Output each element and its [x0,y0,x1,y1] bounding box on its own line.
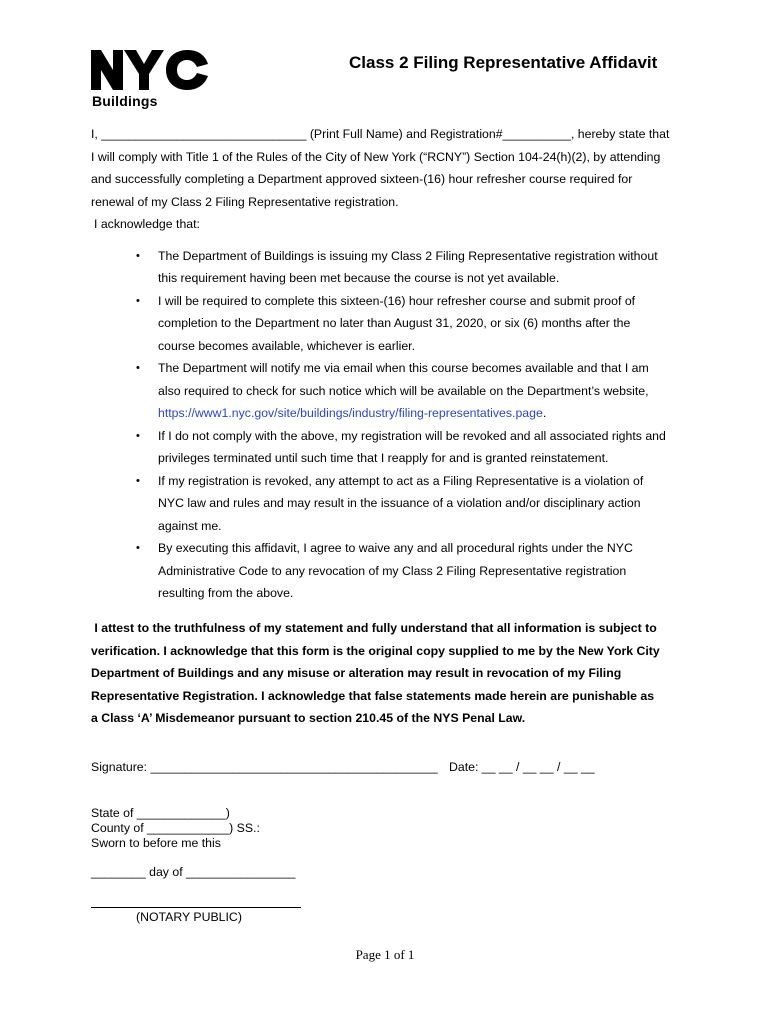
list-item-line: completion to the Department no later than August 31, 2020, or six (6) months after the [158,316,631,330]
day-of-field[interactable]: ________ day of ________________ [91,865,296,879]
list-item-line: • The Department of Buildings is issuing my Class 2 Filing Representative registration without [158,248,658,263]
list-item-line: • If my registration is revoked, any attempt to act as a Filing Representative is a violation of [158,473,644,488]
attestation-line: verification. I acknowledge that this form is the original copy supplied to me by the New York City [91,643,660,658]
list-item [91,425,691,470]
state-field[interactable]: State of _____________) [91,806,230,820]
link-suffix: . [542,406,547,420]
list-item [91,357,691,425]
list-item-line: course becomes available, whichever is earlier. [158,338,415,353]
notary-block [91,806,260,851]
intro-section [91,123,691,605]
attestation-line: a Class ‘A’ Misdemeanor pursuant to section 210.45 of the NYS Penal Law. [91,711,526,725]
list-item [91,537,691,605]
list-item [91,470,691,538]
list-item-line: resulting from the above. [158,586,294,600]
attestation-line: I attest to the truthfulness of my statement and fully understand that all information is subject to [91,621,657,635]
intro-line: I, ______________________________ (Print Full Name) and Registration#__________, hereby state that [91,127,670,141]
list-item-line: • The Department will notify me via email when this course becomes available and that I am [158,361,649,375]
page-number: Page 1 of 1 [355,947,415,962]
attestation-line: Representative Registration. I acknowledge that false statements made herein are punishable as [91,688,655,703]
signature-field[interactable]: Signature: __________________________________________ [91,760,438,774]
intro-line: and successfully completing a Department approved sixteen-(16) hour refresher course required for [91,172,633,186]
list-item-line: • If I do not comply with the above, my registration will be revoked and all associated rights and [158,428,666,443]
county-field[interactable]: County of ____________) SS.: [91,821,260,835]
list-item-line: Administrative Code to any revocation of my Class 2 Filing Representative registration [158,563,627,578]
acknowledgement-list [91,245,691,605]
website-link[interactable]: https://www1.nyc.gov/site/buildings/industry/filing-representatives.page [158,406,543,420]
list-item-line: privileges terminated until such time that I reapply for and is granted reinstatement. [158,451,609,465]
notary-signature-line[interactable] [91,907,301,908]
list-item-line: against me. [158,518,222,533]
list-item [91,290,691,358]
attestation-line: Department of Buildings and any misuse or alteration may result in revocation of my Filing [91,666,622,680]
intro-line: I will comply with Title 1 of the Rules of the City of New York (“RCNY”) Section 104-24(h)(2), by attending [91,149,661,164]
intro-line: renewal of my Class 2 Filing Representative registration. [91,194,399,209]
logo-subtext: Buildings [92,93,158,109]
attestation-section [91,617,691,730]
notary-public-label: (NOTARY PUBLIC) [136,910,242,924]
list-item-line: • I will be required to complete this sixteen-(16) hour refresher course and submit proof of [158,293,636,308]
acknowledge-heading: I acknowledge that: [94,217,200,231]
list-item-line: this requirement having been met because the course is not yet available. [158,271,560,285]
nyc-buildings-logo [91,46,215,92]
list-item-line [158,402,691,425]
sworn-text: Sworn to before me this [91,836,221,850]
list-item-line: NYC law and rules and may result in the issuance of a violation and/or disciplinary action [158,496,641,510]
list-item-line: • By executing this affidavit, I agree to waive any and all procedural rights under the NYC [158,541,633,555]
date-field[interactable]: Date: __ __ / __ __ / __ __ [449,760,595,774]
page-title: Class 2 Filing Representative Affidavit [349,53,658,72]
list-item [91,245,691,290]
nyc-logo-icon [91,46,215,92]
list-item-line: also required to check for such notice which will be available on the Department’s website, [158,383,649,398]
